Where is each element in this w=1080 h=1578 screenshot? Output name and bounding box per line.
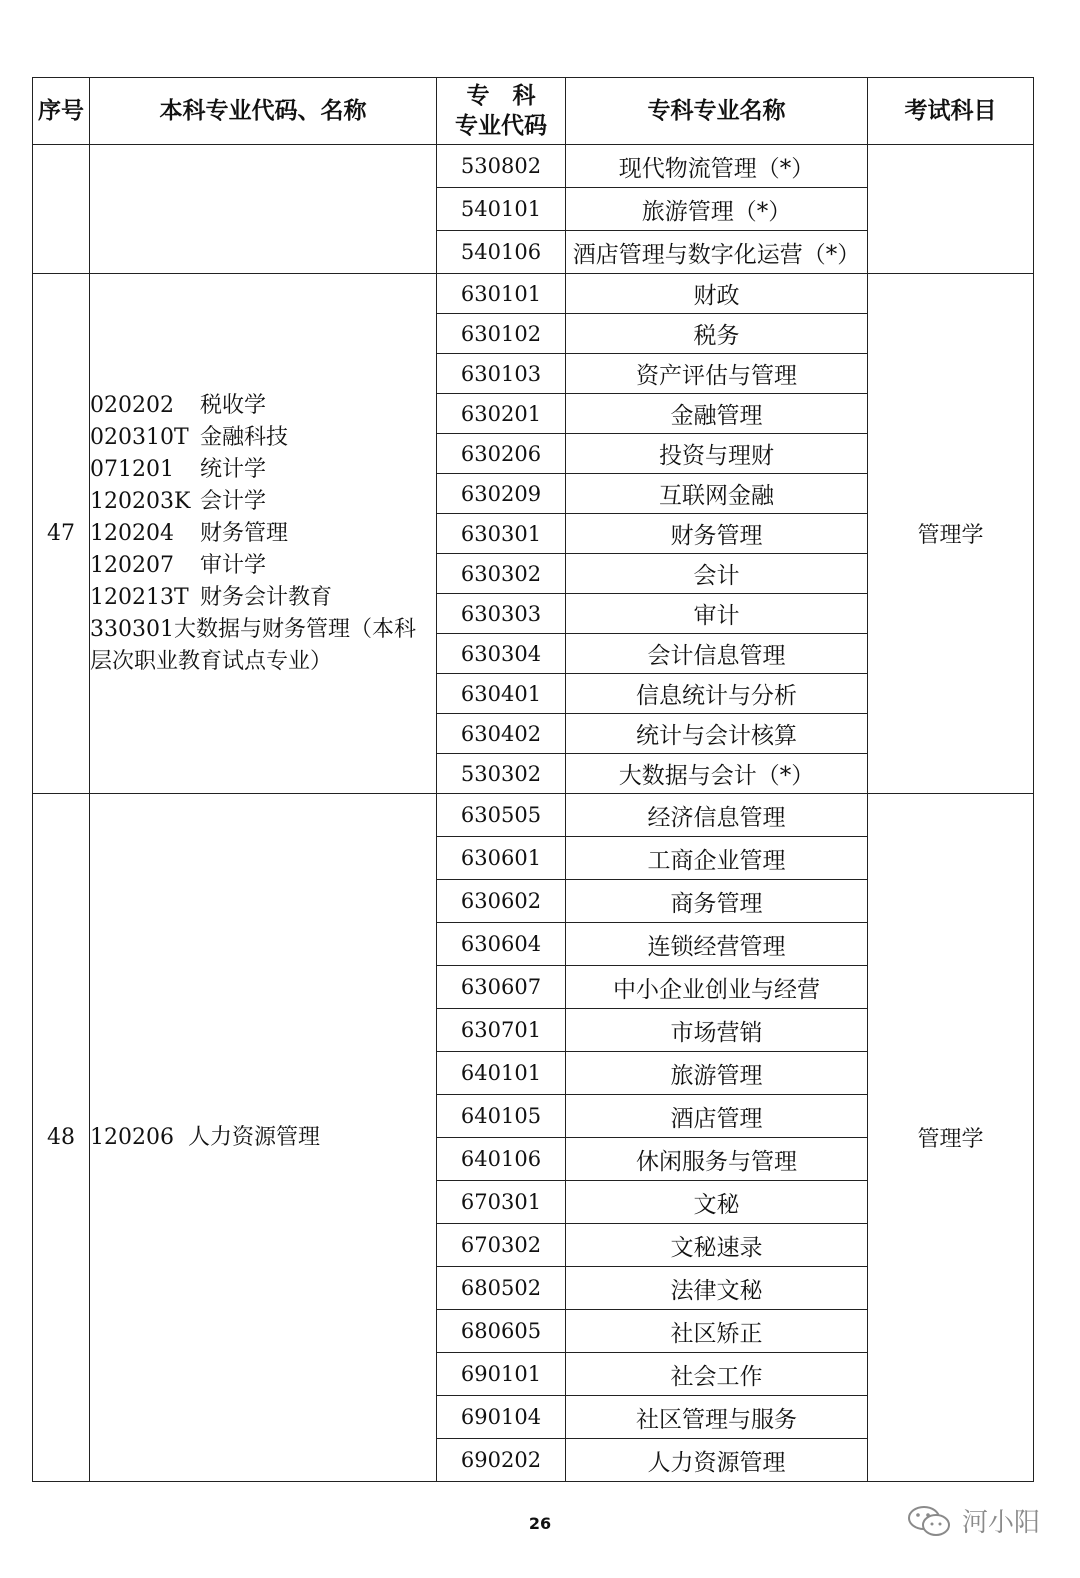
junior-code: 630304 xyxy=(437,634,566,674)
exam-subject: 管理学 xyxy=(868,274,1034,794)
junior-name: 审计 xyxy=(566,594,868,634)
bachelor-major-line xyxy=(90,550,436,582)
bachelor-majors-cell xyxy=(90,274,437,794)
junior-code: 630301 xyxy=(437,514,566,554)
bachelor-major-code: 120204 xyxy=(90,520,174,546)
junior-name: 社区管理与服务 xyxy=(566,1396,868,1439)
junior-code: 630402 xyxy=(437,714,566,754)
junior-code: 680502 xyxy=(437,1267,566,1310)
junior-code: 540101 xyxy=(437,188,566,231)
bachelor-major-name: 统计学 xyxy=(200,456,267,482)
header-row xyxy=(33,78,1034,145)
junior-code: 630303 xyxy=(437,594,566,634)
bachelor-major-code: 330301 xyxy=(90,616,174,642)
header-junior-code-line1: 专 科 xyxy=(466,83,536,109)
bachelor-major-line xyxy=(90,390,436,422)
exam-cell-empty xyxy=(868,145,1034,274)
junior-name: 投资与理财 xyxy=(566,434,868,474)
bachelor-major-name: 审计学 xyxy=(200,552,267,578)
junior-code: 630604 xyxy=(437,923,566,966)
bachelor-major-name: 大数据与财务管理（本科层次职业教育试点专业） xyxy=(90,616,416,674)
junior-name: 连锁经营管理 xyxy=(566,923,868,966)
bachelor-major-code: 071201 xyxy=(90,456,174,482)
bachelor-major-line xyxy=(90,422,436,454)
junior-name: 旅游管理（*） xyxy=(566,188,868,231)
table-row xyxy=(33,274,1034,314)
junior-code: 630701 xyxy=(437,1009,566,1052)
table-row xyxy=(33,794,1034,837)
bachelor-cell-empty xyxy=(90,145,437,274)
bachelor-major-line xyxy=(90,486,436,518)
junior-code: 530802 xyxy=(437,145,566,188)
junior-name: 工商企业管理 xyxy=(566,837,868,880)
junior-name: 酒店管理 xyxy=(566,1095,868,1138)
junior-name: 财务管理 xyxy=(566,514,868,554)
header-junior-name: 专科专业名称 xyxy=(566,78,868,145)
junior-name: 资产评估与管理 xyxy=(566,354,868,394)
seq-cell: 47 xyxy=(33,274,90,794)
junior-code: 690104 xyxy=(437,1396,566,1439)
junior-code: 690202 xyxy=(437,1439,566,1482)
page-number: 26 xyxy=(528,1514,552,1533)
junior-code: 630601 xyxy=(437,837,566,880)
junior-name: 财政 xyxy=(566,274,868,314)
bachelor-majors-cell xyxy=(90,794,437,1482)
junior-name: 人力资源管理 xyxy=(566,1439,868,1482)
junior-name: 经济信息管理 xyxy=(566,794,868,837)
seq-cell-empty xyxy=(33,145,90,274)
junior-name: 社会工作 xyxy=(566,1353,868,1396)
bachelor-major-name: 金融科技 xyxy=(200,424,289,450)
junior-code: 630201 xyxy=(437,394,566,434)
junior-code: 670301 xyxy=(437,1181,566,1224)
junior-name: 商务管理 xyxy=(566,880,868,923)
bachelor-major-name: 会计学 xyxy=(200,488,267,514)
junior-name: 大数据与会计（*） xyxy=(566,754,868,794)
junior-name: 酒店管理与数字化运营（*） xyxy=(566,231,868,274)
junior-code: 630505 xyxy=(437,794,566,837)
junior-code: 670302 xyxy=(437,1224,566,1267)
junior-name: 法律文秘 xyxy=(566,1267,868,1310)
junior-name: 会计 xyxy=(566,554,868,594)
header-junior-code xyxy=(437,78,566,145)
junior-code: 640105 xyxy=(437,1095,566,1138)
junior-name: 文秘 xyxy=(566,1181,868,1224)
bachelor-major-code: 020202 xyxy=(90,392,174,418)
junior-code: 540106 xyxy=(437,231,566,274)
junior-code: 630602 xyxy=(437,880,566,923)
bachelor-major-code: 120206 xyxy=(90,1124,174,1150)
table-row xyxy=(33,145,1034,188)
bachelor-major-line xyxy=(90,518,436,550)
bachelor-major-line xyxy=(90,1122,436,1154)
bachelor-major-code: 120213T xyxy=(90,584,189,610)
bachelor-major-name: 税收学 xyxy=(200,392,267,418)
junior-code: 690101 xyxy=(437,1353,566,1396)
header-seq: 序号 xyxy=(33,78,90,145)
junior-code: 630102 xyxy=(437,314,566,354)
junior-name: 现代物流管理（*） xyxy=(566,145,868,188)
bachelor-major-name: 财务会计教育 xyxy=(200,584,333,610)
watermark xyxy=(906,1502,1040,1539)
exam-subject: 管理学 xyxy=(868,794,1034,1482)
junior-code: 630302 xyxy=(437,554,566,594)
bachelor-major-line xyxy=(90,454,436,486)
junior-code: 640106 xyxy=(437,1138,566,1181)
junior-name: 市场营销 xyxy=(566,1009,868,1052)
header-junior-code-line2: 专业代码 xyxy=(455,113,547,139)
seq-cell: 48 xyxy=(33,794,90,1482)
junior-code: 630607 xyxy=(437,966,566,1009)
junior-code: 630209 xyxy=(437,474,566,514)
junior-name: 旅游管理 xyxy=(566,1052,868,1095)
junior-code: 630101 xyxy=(437,274,566,314)
bachelor-major-code: 120207 xyxy=(90,552,174,578)
junior-name: 社区矫正 xyxy=(566,1310,868,1353)
junior-name: 休闲服务与管理 xyxy=(566,1138,868,1181)
watermark-text: 河小阳 xyxy=(962,1508,1041,1538)
wechat-icon xyxy=(906,1504,954,1538)
bachelor-major-code: 020310T xyxy=(90,424,189,450)
bachelor-major-code: 120203K xyxy=(90,488,191,514)
junior-code: 630206 xyxy=(437,434,566,474)
junior-name: 税务 xyxy=(566,314,868,354)
junior-name: 中小企业创业与经营 xyxy=(566,966,868,1009)
bachelor-major-name: 人力资源管理 xyxy=(188,1124,321,1150)
junior-code: 680605 xyxy=(437,1310,566,1353)
junior-name: 金融管理 xyxy=(566,394,868,434)
junior-code: 640101 xyxy=(437,1052,566,1095)
junior-code: 530302 xyxy=(437,754,566,794)
bachelor-major-name: 财务管理 xyxy=(200,520,289,546)
junior-name: 互联网金融 xyxy=(566,474,868,514)
bachelor-major-line xyxy=(90,582,436,614)
junior-name: 统计与会计核算 xyxy=(566,714,868,754)
junior-name: 文秘速录 xyxy=(566,1224,868,1267)
bachelor-major-line-pilot xyxy=(90,614,436,678)
major-table xyxy=(32,77,1034,1482)
junior-name: 信息统计与分析 xyxy=(566,674,868,714)
junior-name: 会计信息管理 xyxy=(566,634,868,674)
junior-code: 630401 xyxy=(437,674,566,714)
junior-code: 630103 xyxy=(437,354,566,394)
header-bachelor: 本科专业代码、名称 xyxy=(90,78,437,145)
header-exam: 考试科目 xyxy=(868,78,1034,145)
